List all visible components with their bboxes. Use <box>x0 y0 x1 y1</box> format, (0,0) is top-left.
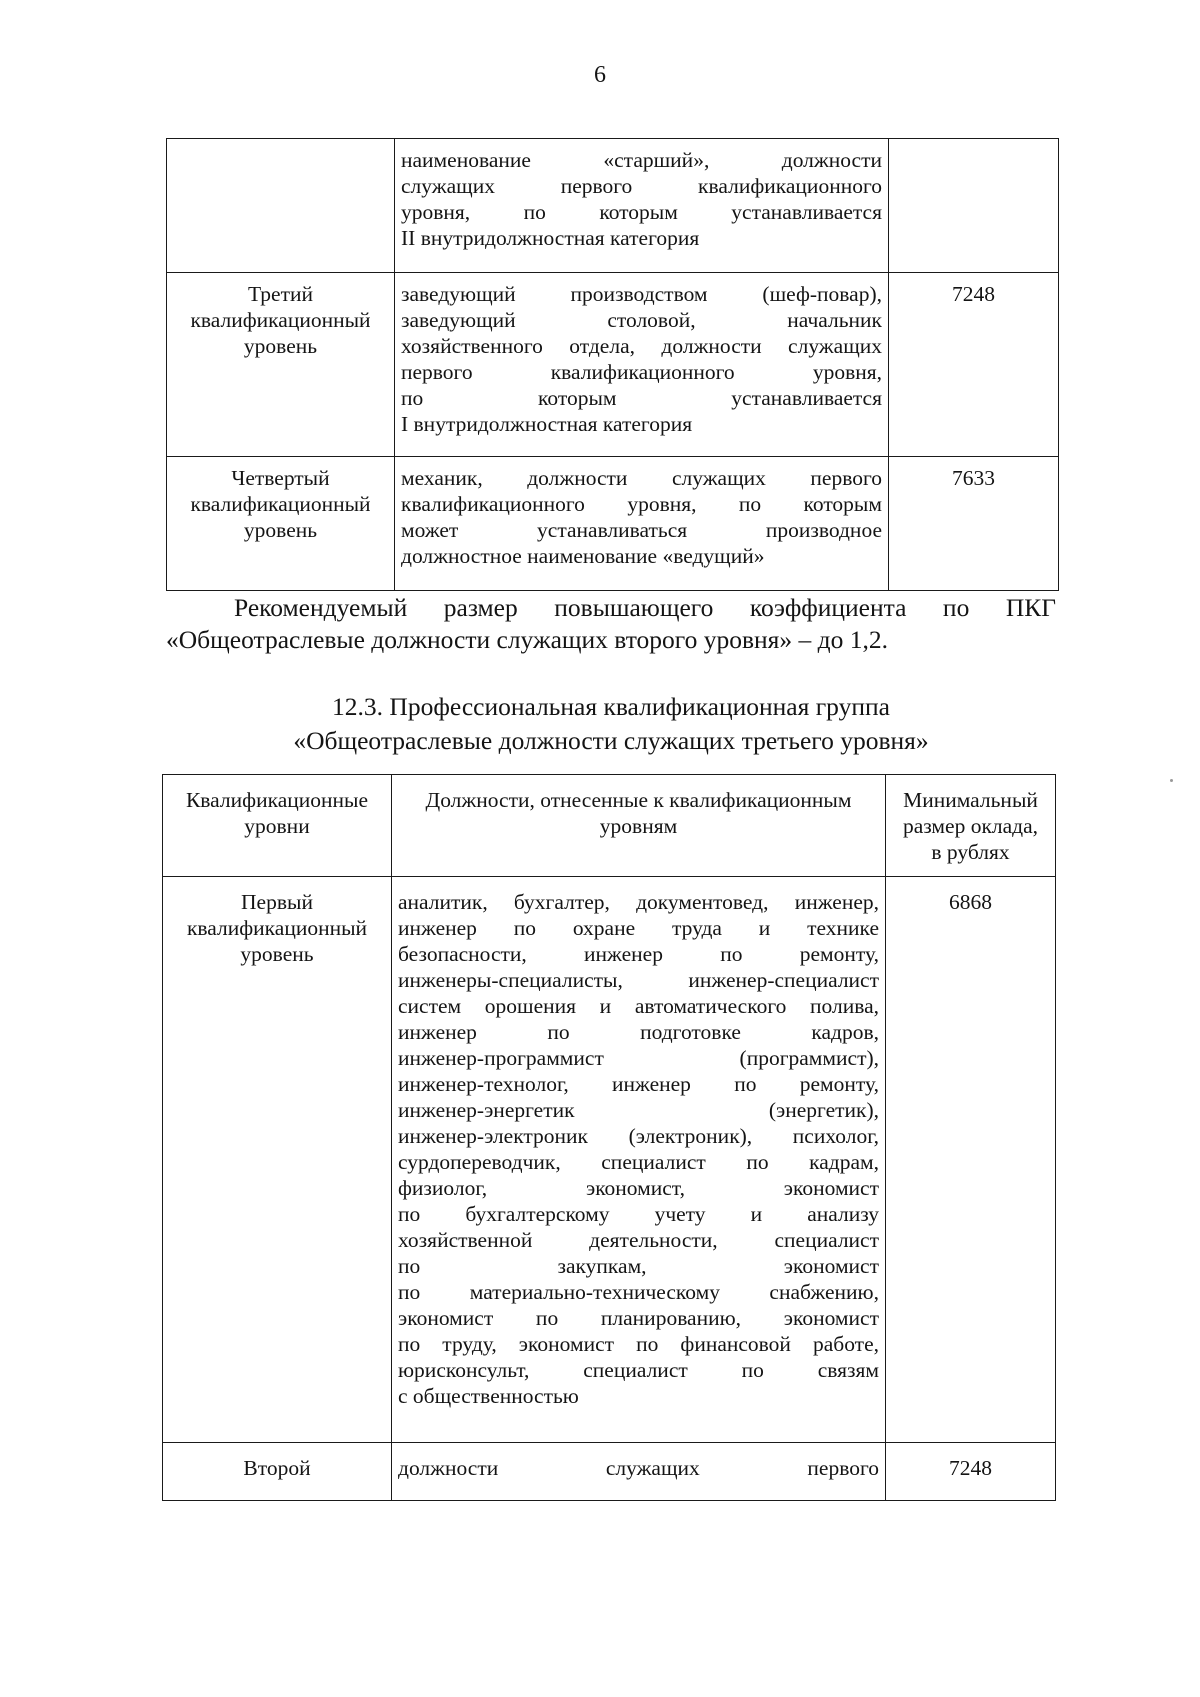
coefficient-paragraph-line-2: «Общеотраслевые должности служащих второго уровня» – до 1,2. <box>166 625 888 654</box>
level-line: Первый <box>241 890 313 914</box>
positions-line: должности служащих первого <box>398 1456 879 1480</box>
positions-line: сурдопереводчик, специалист по кадрам, <box>398 1150 879 1174</box>
level-line: Четвертый <box>231 466 330 490</box>
positions-line: юрисконсульт, специалист по связям <box>398 1358 879 1382</box>
header-levels-line: Квалификационные <box>185 788 369 812</box>
page-number: 6 <box>594 62 606 88</box>
positions-line: физиолог, экономист, экономист <box>398 1176 879 1200</box>
positions-line: заведующий производством (шеф-повар), <box>401 282 882 306</box>
positions-line: по материально-техническому снабжению, <box>398 1280 879 1304</box>
coefficient-paragraph-line-1: Рекомендуемый размер повышающего коэффициента по ПКГ <box>234 593 1056 622</box>
positions-line: экономист по планированию, экономист <box>398 1306 879 1330</box>
positions-line: механик, должности служащих первого <box>401 466 882 490</box>
level-cell <box>163 877 392 1443</box>
table-row <box>163 877 1056 1443</box>
level-cell <box>167 457 395 591</box>
header-levels <box>163 775 392 877</box>
salary-amount: 7633 <box>889 457 1059 591</box>
positions-line: безопасности, инженер по ремонту, <box>398 942 879 966</box>
table-header-row <box>163 775 1056 877</box>
level-line: квалификационный <box>186 916 368 940</box>
positions-line: служащих первого квалификационного <box>401 174 882 198</box>
positions-cell <box>392 1443 886 1501</box>
positions-line: аналитик, бухгалтер, документовед, инженер, <box>398 890 879 914</box>
positions-line: инженер-технолог, инженер по ремонту, <box>398 1072 879 1096</box>
level-line: уровень <box>243 334 318 358</box>
positions-line: хозяйственной деятельности, специалист <box>398 1228 879 1252</box>
table-row <box>167 273 1059 457</box>
positions-line: инженеры-специалисты, инженер-специалист <box>398 968 879 992</box>
positions-line: по труду, экономист по финансовой работе, <box>398 1332 879 1356</box>
level-line: квалификационный <box>190 492 371 516</box>
salary-amount: 7248 <box>886 1443 1056 1501</box>
positions-line: квалификационного уровня, по которым <box>401 492 882 516</box>
header-positions-line: Должности, отнесенные к квалификационным <box>425 788 852 812</box>
header-levels-line: уровни <box>244 814 310 838</box>
salary-amount: 6868 <box>886 877 1056 1443</box>
level-line: Второй <box>243 1456 311 1480</box>
positions-line: по бухгалтерскому учету и анализу <box>398 1202 879 1226</box>
header-salary-line: Минимальный <box>903 788 1038 812</box>
level-line: Третий <box>247 282 313 306</box>
positions-line-last: с общественностью <box>398 1384 579 1408</box>
level-cell <box>167 273 395 457</box>
positions-line: хозяйственного отдела, должности служащих <box>401 334 882 358</box>
header-salary-line: размер оклада, <box>902 814 1039 838</box>
positions-line-last: II внутридолжностная категория <box>401 226 700 250</box>
positions-cell <box>395 139 889 273</box>
section-heading-line-2: «Общеотраслевые должности служащих третьего уровня» <box>293 726 929 755</box>
header-positions <box>392 775 886 877</box>
positions-line-last: должностное наименование «ведущий» <box>401 544 765 568</box>
positions-cell <box>395 273 889 457</box>
positions-line: инженер по подготовке кадров, <box>398 1020 879 1044</box>
positions-line: первого квалификационного уровня, <box>401 360 882 384</box>
table-row <box>167 457 1059 591</box>
positions-line: уровня, по которым устанавливается <box>401 200 882 224</box>
positions-cell <box>392 877 886 1443</box>
positions-line: заведующий столовой, начальник <box>401 308 882 332</box>
level-line: квалификационный <box>190 308 371 332</box>
positions-line-last: I внутридолжностная категория <box>401 412 693 436</box>
positions-line: по закупкам, экономист <box>398 1254 879 1278</box>
salary-table-third-level <box>162 774 1056 1501</box>
header-positions-line: уровням <box>599 814 678 838</box>
table-row <box>163 1443 1056 1501</box>
section-heading <box>166 690 1056 758</box>
positions-line: инженер по охране труда и технике <box>398 916 879 940</box>
section-heading-line-1: 12.3. Профессиональная квалификационная группа <box>332 692 890 721</box>
level-cell <box>167 139 395 273</box>
table-row <box>167 139 1059 273</box>
positions-line: может устанавливаться производное <box>401 518 882 542</box>
coefficient-paragraph <box>166 592 1056 656</box>
positions-line: инженер-электроник (электроник), психолог, <box>398 1124 879 1148</box>
header-salary <box>886 775 1056 877</box>
level-line: уровень <box>243 518 318 542</box>
salary-amount: 7248 <box>889 273 1059 457</box>
positions-line: по которым устанавливается <box>401 386 882 410</box>
scan-artifact <box>1170 779 1173 782</box>
level-cell <box>163 1443 392 1501</box>
positions-line: инженер-программист (программист), <box>398 1046 879 1070</box>
positions-line: наименование «старший», должности <box>401 148 882 172</box>
positions-cell <box>395 457 889 591</box>
salary-table-second-level <box>166 138 1059 591</box>
header-salary-line: в рублях <box>931 840 1010 864</box>
positions-line: систем орошения и автоматического полива, <box>398 994 879 1018</box>
salary-amount <box>889 139 1059 273</box>
positions-line: инженер-энергетик (энергетик), <box>398 1098 879 1122</box>
level-line: уровень <box>240 942 314 966</box>
